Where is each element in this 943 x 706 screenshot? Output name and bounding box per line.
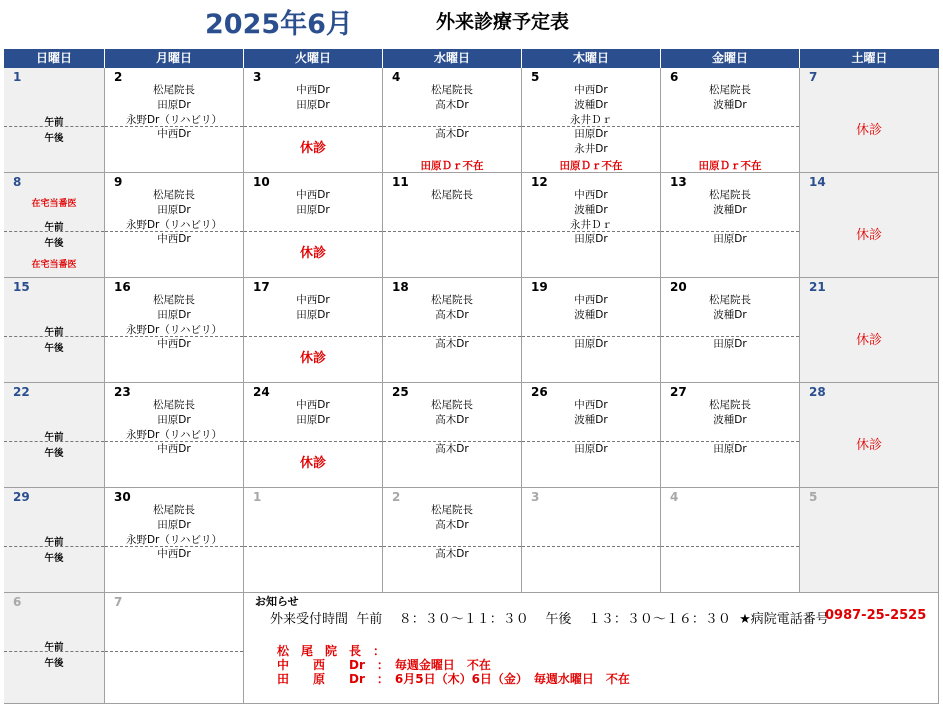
am-doctors [383, 503, 521, 533]
pm-label: 午後 [44, 553, 64, 564]
am-doctors [522, 188, 660, 233]
day-number: 1 [13, 70, 22, 84]
am-pm-divider [4, 231, 104, 232]
day-cell[interactable] [4, 383, 105, 488]
day-cell[interactable] [105, 593, 244, 704]
doctor-name: 松尾院長 [153, 84, 195, 96]
day-number: 7 [809, 70, 818, 84]
weekday-header: 金曜日 [661, 49, 800, 68]
doctor-name: 永井Ｄｒ [570, 219, 612, 231]
doctor-name: 松尾院長 [709, 84, 751, 96]
day-number: 10 [253, 175, 270, 189]
day-cell[interactable] [105, 383, 244, 488]
day-cell[interactable] [522, 173, 661, 278]
day-cell[interactable] [800, 488, 939, 593]
day-cell[interactable] [105, 68, 244, 173]
closed-label: 休診 [299, 141, 326, 156]
am-doctors [661, 398, 799, 428]
day-number: 17 [253, 280, 270, 294]
doctor-name: 松尾院長 [431, 294, 473, 306]
doctor-name: 永野Dr（リハビリ） [125, 114, 223, 126]
day-cell[interactable] [661, 68, 800, 173]
doctor-name: 松尾院長 [153, 399, 195, 411]
day-number: 26 [531, 385, 548, 399]
oncall-label: 在宅当番医 [31, 199, 77, 209]
day-cell[interactable] [800, 68, 939, 173]
am-doctors [105, 398, 243, 443]
doctor-name: 田原Dr [713, 233, 747, 245]
day-number: 28 [809, 385, 826, 399]
day-cell[interactable] [4, 278, 105, 383]
calendar-month-title: 2025年6月 [205, 9, 353, 40]
day-number: 29 [13, 490, 30, 504]
doctor-name: 中西Dr [296, 84, 330, 96]
schedule-title: 外来診療予定表 [436, 11, 570, 33]
doctor-name: 田原Dr [574, 128, 608, 140]
doctor-name: 田原Dr [157, 99, 191, 111]
day-number: 20 [670, 280, 687, 294]
weekday-header: 月曜日 [105, 49, 244, 68]
day-number: 23 [114, 385, 131, 399]
pm-doctors [105, 232, 243, 247]
doctor-name: 田原Dr [296, 309, 330, 321]
day-number: 6 [670, 70, 679, 84]
day-cell[interactable] [244, 278, 383, 383]
pm-label: 午後 [44, 343, 64, 354]
am-pm-divider [661, 126, 799, 127]
am-label: 午前 [44, 222, 64, 233]
am-pm-divider [4, 441, 104, 442]
day-number: 7 [114, 595, 123, 609]
day-number: 25 [392, 385, 409, 399]
am-doctors [522, 83, 660, 128]
pm-doctors [661, 337, 799, 352]
day-cell[interactable] [522, 488, 661, 593]
doctor-name: 中西Dr [296, 294, 330, 306]
doctor-name: 波種Dr [713, 204, 747, 216]
doctor-name: 中西Dr [574, 294, 608, 306]
am-doctors [244, 83, 382, 113]
absent-notice: 田原Ｄｒ不在 [559, 160, 623, 172]
day-cell[interactable] [105, 173, 244, 278]
day-number: 24 [253, 385, 270, 399]
day-number: 18 [392, 280, 409, 294]
doctor-name: 松尾院長 [431, 84, 473, 96]
doctor-name: 田原Dr [157, 204, 191, 216]
pm-doctors [661, 442, 799, 457]
doctor-name: 中西Dr [574, 84, 608, 96]
am-label: 午前 [44, 642, 64, 653]
pm-doctors [105, 547, 243, 562]
doctor-name: 松尾院長 [153, 189, 195, 201]
am-doctors [383, 83, 521, 113]
reception-hours: 外来受付時間 午前 ８：３０～１１：３０ 午後 １３：３０～１６：３０ ★病院電話番号 [270, 612, 829, 627]
doctor-name: 高木Dr [435, 443, 469, 455]
doctor-name: 中西Dr [296, 189, 330, 201]
doctor-name: 永井Dr [574, 143, 608, 155]
doctor-name: 波種Dr [713, 99, 747, 111]
weekday-header: 日曜日 [4, 49, 105, 68]
day-number: 5 [809, 490, 818, 504]
day-cell[interactable] [244, 383, 383, 488]
doctor-name: 永野Dr（リハビリ） [125, 534, 223, 546]
doctor-name: 田原Dr [574, 338, 608, 350]
absent-notice: 田原Ｄｒ不在 [698, 160, 762, 172]
doctor-name: 田原Dr [713, 338, 747, 350]
day-cell[interactable] [522, 278, 661, 383]
doctor-name: 中西Dr [296, 399, 330, 411]
doctor-name: 田原Dr [296, 414, 330, 426]
am-pm-divider [4, 336, 104, 337]
doctor-name: 松尾院長 [709, 294, 751, 306]
absent-notice: 田原Ｄｒ不在 [420, 160, 484, 172]
day-cell[interactable] [383, 278, 522, 383]
doctor-name: 田原Dr [296, 204, 330, 216]
am-pm-divider [383, 231, 521, 232]
am-doctors [244, 293, 382, 323]
doctor-name: 松尾院長 [431, 189, 473, 201]
am-doctors [383, 188, 521, 203]
closed-label: 休診 [855, 333, 882, 348]
am-pm-divider [661, 546, 799, 547]
closed-label: 休診 [855, 438, 882, 453]
doctor-name: 波種Dr [713, 309, 747, 321]
am-pm-divider [522, 546, 660, 547]
am-pm-divider [4, 546, 104, 547]
pm-doctors [522, 232, 660, 247]
doctor-name: 田原Dr [157, 414, 191, 426]
doctor-name: 田原Dr [574, 443, 608, 455]
day-number: 4 [392, 70, 401, 84]
hospital-phone[interactable]: 0987-25-2525 [825, 608, 927, 623]
day-number: 3 [253, 70, 262, 84]
day-number: 14 [809, 175, 826, 189]
doctor-name: 高木Dr [435, 548, 469, 560]
day-number: 6 [13, 595, 22, 609]
pm-doctors [105, 127, 243, 142]
am-label: 午前 [44, 117, 64, 128]
day-number: 19 [531, 280, 548, 294]
doctor-name: 永野Dr（リハビリ） [125, 219, 223, 231]
pm-doctors [383, 442, 521, 457]
day-number: 8 [13, 175, 22, 189]
day-cell[interactable] [383, 68, 522, 173]
am-doctors [522, 293, 660, 323]
doctor-name: 高木Dr [435, 338, 469, 350]
am-pm-divider [4, 651, 104, 652]
day-number: 13 [670, 175, 687, 189]
pm-doctors [522, 127, 660, 157]
doctor-name: 波種Dr [574, 204, 608, 216]
day-cell[interactable] [661, 278, 800, 383]
day-number: 2 [392, 490, 401, 504]
am-pm-divider [244, 126, 382, 127]
day-cell[interactable] [105, 278, 244, 383]
day-cell[interactable] [244, 173, 383, 278]
doctor-name: 高木Dr [435, 309, 469, 321]
am-doctors [244, 188, 382, 218]
day-cell[interactable] [661, 383, 800, 488]
day-cell[interactable] [105, 488, 244, 593]
am-doctors [661, 188, 799, 218]
day-number: 9 [114, 175, 123, 189]
day-cell[interactable] [244, 488, 383, 593]
day-number: 12 [531, 175, 548, 189]
notice-title: お知らせ [255, 595, 299, 608]
pm-label: 午後 [44, 133, 64, 144]
pm-label: 午後 [44, 658, 64, 669]
am-pm-divider [244, 546, 382, 547]
pm-doctors [383, 127, 521, 142]
am-label: 午前 [44, 537, 64, 548]
day-number: 16 [114, 280, 131, 294]
am-doctors [661, 293, 799, 323]
pm-doctors [522, 442, 660, 457]
doctor-name: 高木Dr [435, 99, 469, 111]
day-number: 30 [114, 490, 131, 504]
am-label: 午前 [44, 327, 64, 338]
am-doctors [244, 398, 382, 428]
am-pm-divider [244, 441, 382, 442]
day-number: 27 [670, 385, 687, 399]
pm-doctors [661, 232, 799, 247]
day-cell[interactable] [383, 383, 522, 488]
closed-label: 休診 [855, 228, 882, 243]
doctor-name: 永野Dr（リハビリ） [125, 429, 223, 441]
weekday-header: 土曜日 [800, 49, 939, 68]
doctor-name: 田原Dr [713, 443, 747, 455]
closed-label: 休診 [299, 351, 326, 366]
calendar-grid [4, 49, 939, 704]
doctor-name: 松尾院長 [431, 504, 473, 516]
am-doctors [383, 398, 521, 428]
weekday-header: 火曜日 [244, 49, 383, 68]
day-number: 3 [531, 490, 540, 504]
doctor-absence-note: 田 原 Dr ： 6月5日（木）6日（金） 毎週水曜日 不在 [277, 672, 630, 686]
am-doctors [661, 83, 799, 113]
doctor-name: 田原Dr [157, 519, 191, 531]
pm-label: 午後 [44, 238, 64, 249]
weekday-header: 水曜日 [383, 49, 522, 68]
weekday-header: 木曜日 [522, 49, 661, 68]
day-cell[interactable] [4, 488, 105, 593]
doctor-name: 松尾院長 [709, 399, 751, 411]
day-cell[interactable] [800, 383, 939, 488]
day-cell[interactable] [383, 173, 522, 278]
pm-label: 午後 [44, 448, 64, 459]
doctor-name: 田原Dr [296, 99, 330, 111]
am-pm-divider [244, 231, 382, 232]
am-doctors [105, 83, 243, 128]
doctor-name: 永井Ｄｒ [570, 114, 612, 126]
am-doctors [522, 398, 660, 428]
day-cell[interactable] [522, 68, 661, 173]
day-cell[interactable] [661, 173, 800, 278]
day-number: 22 [13, 385, 30, 399]
day-cell[interactable] [661, 488, 800, 593]
am-pm-divider [244, 336, 382, 337]
day-cell[interactable] [522, 383, 661, 488]
closed-label: 休診 [855, 123, 882, 138]
doctor-name: 中西Dr [574, 189, 608, 201]
doctor-name: 波種Dr [574, 99, 608, 111]
doctor-name: 松尾院長 [431, 399, 473, 411]
doctor-name: 高木Dr [435, 414, 469, 426]
pm-doctors [383, 337, 521, 352]
closed-label: 休診 [299, 246, 326, 261]
day-cell[interactable] [4, 68, 105, 173]
doctor-absence-note: 中 西 Dr ： 毎週金曜日 不在 [277, 658, 491, 672]
doctor-absence-note: 松 尾 院 長 ： [277, 644, 386, 658]
doctor-name: 松尾院長 [153, 294, 195, 306]
day-cell[interactable] [4, 173, 105, 278]
oncall-label: 在宅当番医 [31, 260, 77, 270]
day-cell[interactable] [383, 488, 522, 593]
doctor-name: 中西Dr [157, 128, 191, 140]
day-number: 4 [670, 490, 679, 504]
closed-label: 休診 [299, 456, 326, 471]
pm-doctors [105, 337, 243, 352]
day-number: 11 [392, 175, 409, 189]
day-number: 1 [253, 490, 262, 504]
day-number: 15 [13, 280, 30, 294]
day-cell[interactable] [800, 278, 939, 383]
am-pm-divider [4, 126, 104, 127]
am-doctors [105, 293, 243, 338]
day-cell[interactable] [4, 593, 105, 704]
pm-doctors [383, 547, 521, 562]
doctor-name: 高木Dr [435, 519, 469, 531]
doctor-name: 田原Dr [574, 233, 608, 245]
pm-doctors [105, 442, 243, 457]
doctor-name: 田原Dr [157, 309, 191, 321]
day-cell[interactable] [244, 68, 383, 173]
doctor-name: 中西Dr [574, 399, 608, 411]
doctor-name: 中西Dr [157, 233, 191, 245]
pm-doctors [522, 337, 660, 352]
notice-panel [244, 593, 939, 704]
doctor-name: 波種Dr [713, 414, 747, 426]
doctor-name: 波種Dr [574, 309, 608, 321]
doctor-name: 高木Dr [435, 128, 469, 140]
am-pm-divider [105, 651, 243, 652]
am-doctors [105, 188, 243, 233]
doctor-name: 中西Dr [157, 338, 191, 350]
doctor-name: 中西Dr [157, 548, 191, 560]
day-number: 5 [531, 70, 540, 84]
am-doctors [105, 503, 243, 548]
doctor-name: 永野Dr（リハビリ） [125, 324, 223, 336]
doctor-name: 松尾院長 [709, 189, 751, 201]
doctor-name: 中西Dr [157, 443, 191, 455]
am-doctors [383, 293, 521, 323]
day-cell[interactable] [800, 173, 939, 278]
doctor-name: 松尾院長 [153, 504, 195, 516]
am-label: 午前 [44, 432, 64, 443]
doctor-name: 波種Dr [574, 414, 608, 426]
day-number: 2 [114, 70, 123, 84]
day-number: 21 [809, 280, 826, 294]
